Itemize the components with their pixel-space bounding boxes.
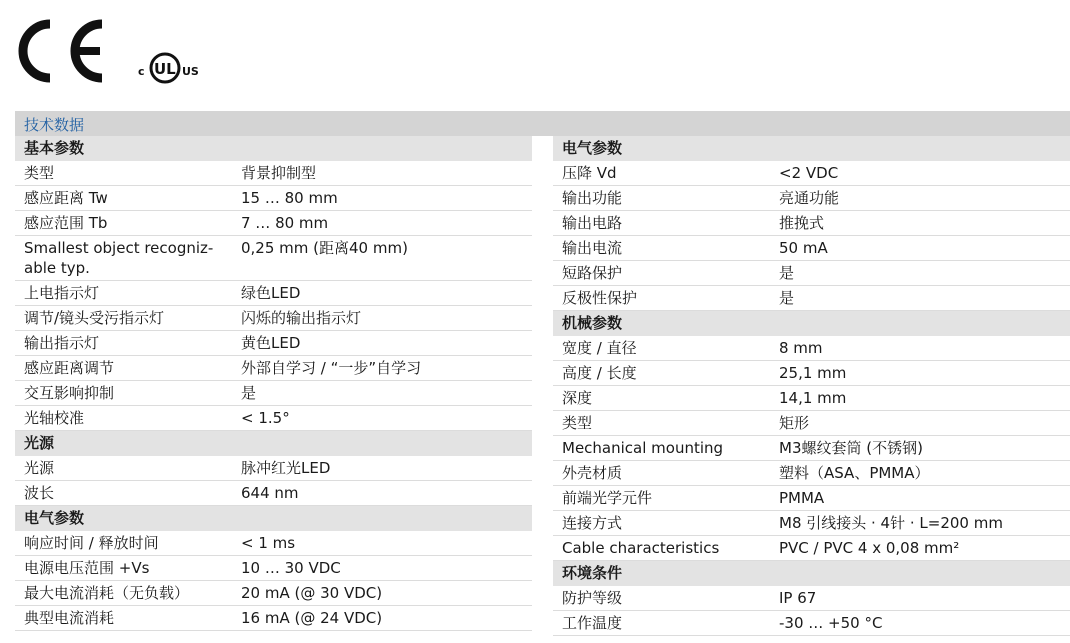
spec-key: Smallest object recogniz-able typ. [24,239,214,277]
spec-key: 交互影响抑制 [24,384,115,402]
spec-row [553,436,1070,461]
spec-value: 644 nm [241,484,299,502]
spec-key: 输出指示灯 [24,334,100,352]
spec-key: 深度 [562,389,593,407]
spec-row [553,386,1070,411]
spec-value: IP 67 [779,589,817,607]
spec-value: 0,25 mm (距离40 mm) [241,239,408,257]
spec-key: 短路保护 [562,264,623,282]
spec-key: 类型 [24,164,55,182]
spec-key: Cable characteristics [562,539,720,557]
spec-key: 波长 [24,484,55,502]
spec-key: 高度 / 长度 [562,364,637,382]
section-title: 电气参数 [562,139,623,157]
spec-row [553,486,1070,511]
spec-row [15,406,532,431]
spec-row [553,161,1070,186]
section-title: 机械参数 [562,314,623,332]
spec-value: 外部自学习 / “一步”自学习 [241,359,422,377]
spec-row [15,606,532,631]
spec-row [15,531,532,556]
ul-mark-text: UL [154,60,176,78]
spec-key: 响应时间 / 释放时间 [24,534,159,552]
spec-value: 7 … 80 mm [241,214,329,232]
spec-row [553,261,1070,286]
section-header [15,136,532,161]
spec-value: 15 … 80 mm [241,189,338,207]
spec-value: 16 mA (@ 24 VDC) [241,609,383,627]
spec-value: 是 [779,264,795,282]
ce-mark [23,24,102,78]
section-header [553,311,1070,336]
spec-row [15,331,532,356]
left-spec-column [15,136,532,631]
section-header [553,136,1070,161]
spec-value: 是 [779,289,795,307]
spec-key: Mechanical mounting [562,439,724,457]
spec-row [553,211,1070,236]
spec-row [15,456,532,481]
section-title: 环境条件 [562,564,623,582]
spec-key: 连接方式 [562,514,623,532]
spec-value: 背景抑制型 [241,164,317,182]
spec-key: 压降 Vd [562,164,617,182]
spec-row [553,336,1070,361]
spec-key: 防护等级 [562,589,623,607]
spec-key: 前端光学元件 [562,489,653,507]
spec-row [553,186,1070,211]
spec-value: M3螺纹套筒 (不锈钢) [779,439,923,457]
spec-row [15,236,532,281]
cul-us-mark [138,54,199,82]
section-header [15,431,532,456]
spec-key: 宽度 / 直径 [562,339,637,357]
spec-row [553,536,1070,561]
ul-c-text: c [138,65,145,78]
spec-row [553,236,1070,261]
spec-row [15,481,532,506]
spec-value: 塑料（ASA、PMMA） [779,464,930,482]
spec-value: PMMA [779,489,825,507]
tech-data-title: 技术数据 [24,116,85,134]
spec-value: 黄色LED [241,334,301,352]
spec-value: M8 引线接头 · 4针 · L=200 mm [779,514,1003,532]
spec-row [15,281,532,306]
spec-row [553,611,1070,636]
spec-key: 调节/镜头受污指示灯 [24,309,165,327]
spec-row [553,411,1070,436]
spec-row [553,586,1070,611]
spec-row [553,361,1070,386]
spec-row [15,186,532,211]
section-header [553,561,1070,586]
tech-data-header [15,111,1070,136]
spec-value: 闪烁的输出指示灯 [241,309,362,327]
spec-row [15,161,532,186]
section-title: 基本参数 [24,139,85,157]
spec-key: 上电指示灯 [24,284,100,302]
spec-value: 14,1 mm [779,389,847,407]
section-title: 电气参数 [24,509,85,527]
spec-value: 推挽式 [779,214,825,232]
spec-key: 反极性保护 [562,289,638,307]
spec-value: < 1 ms [241,534,296,552]
spec-key: 输出电路 [562,214,623,232]
spec-key: 感应范围 Tb [24,214,108,232]
spec-value: 20 mA (@ 30 VDC) [241,584,383,602]
spec-key: 典型电流消耗 [24,609,115,627]
spec-value: 10 … 30 VDC [241,559,341,577]
spec-value: 50 mA [779,239,828,257]
spec-value: 脉冲红光LED [241,459,331,477]
certification-logos [12,16,222,88]
spec-row [15,356,532,381]
spec-row [553,461,1070,486]
spec-row [553,286,1070,311]
spec-value: 是 [241,384,257,402]
spec-key: 输出电流 [562,239,623,257]
spec-row [15,306,532,331]
spec-key: 感应距离 Tw [24,189,108,207]
spec-key: 输出功能 [562,189,623,207]
spec-row [553,511,1070,536]
spec-value: < 1.5° [241,409,290,427]
spec-value: 25,1 mm [779,364,847,382]
spec-key: 感应距离调节 [24,359,115,377]
spec-row [15,581,532,606]
spec-value: <2 VDC [779,164,839,182]
spec-key: 光轴校准 [24,409,85,427]
section-header [15,506,532,531]
spec-key: 最大电流消耗（无负载） [24,584,190,602]
spec-row [15,556,532,581]
ce-ul-marks [12,16,222,88]
spec-value: 绿色LED [241,284,301,302]
spec-key: 电源电压范围 +Vs [24,559,150,577]
right-spec-column [553,136,1070,636]
spec-row [15,211,532,236]
spec-value: 矩形 [779,414,810,432]
spec-key: 外壳材质 [562,464,623,482]
spec-value: -30 … +50 °C [779,614,883,632]
spec-key: 光源 [24,459,55,477]
spec-key: 工作温度 [562,614,623,632]
spec-value: 8 mm [779,339,823,357]
spec-key: 类型 [562,414,593,432]
ul-us-text: US [182,65,199,78]
spec-row [15,381,532,406]
spec-value: PVC / PVC 4 x 0,08 mm² [779,539,960,557]
section-title: 光源 [24,434,55,452]
spec-value: 亮通功能 [779,189,840,207]
